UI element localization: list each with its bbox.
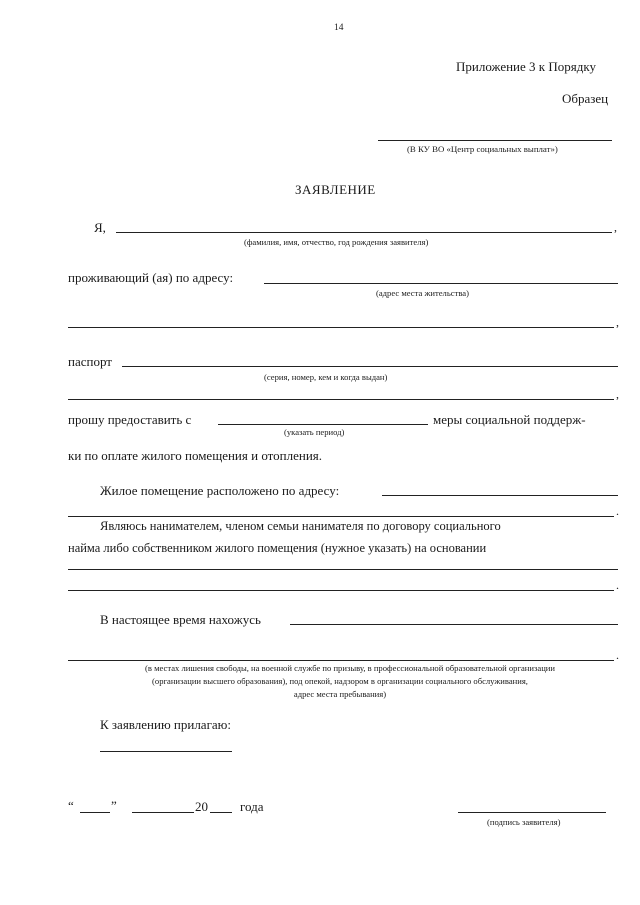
date-quote-close: ” bbox=[111, 798, 117, 813]
tenant-line-4 bbox=[68, 590, 614, 591]
location-period: . bbox=[616, 504, 619, 518]
date-month-line bbox=[132, 812, 194, 813]
applicant-prefix: Я, bbox=[94, 220, 106, 235]
recipient-caption: (В КУ ВО «Центр социальных выплат») bbox=[407, 144, 558, 154]
date-year-prefix: 20 bbox=[195, 799, 208, 814]
period-line bbox=[218, 424, 428, 425]
passport-label: паспорт bbox=[68, 354, 112, 369]
tenant-period: . bbox=[616, 578, 619, 592]
passport-line-2 bbox=[68, 399, 614, 400]
attachments-line bbox=[100, 751, 232, 752]
request-end: меры социальной поддерж- bbox=[433, 412, 586, 427]
request-line-2: ки по оплате жилого помещения и отопления. bbox=[68, 448, 323, 463]
passport-comma: , bbox=[616, 387, 619, 401]
tenant-line-1: Являюсь нанимателем, членом семьи нанимателя по договору социального bbox=[100, 519, 501, 533]
location-line-2 bbox=[68, 516, 614, 517]
sample-label: Образец bbox=[562, 91, 609, 106]
residence-line bbox=[264, 283, 618, 284]
applicant-line bbox=[116, 232, 612, 233]
tenant-line-2: найма либо собственником жилого помещения (нужное указать) на основании bbox=[68, 541, 487, 555]
stay-caption-3: адрес места пребывания) bbox=[293, 689, 387, 699]
passport-caption: (серия, номер, кем и когда выдан) bbox=[264, 372, 388, 382]
recipient-line bbox=[378, 140, 612, 141]
page-number: 14 bbox=[334, 23, 344, 33]
passport-line bbox=[122, 366, 618, 367]
date-year-line bbox=[210, 812, 232, 813]
date-year-word: года bbox=[240, 799, 264, 814]
residence-caption: (адрес места жительства) bbox=[376, 288, 469, 298]
residence-label: проживающий (ая) по адресу: bbox=[68, 270, 234, 285]
stay-period: . bbox=[616, 648, 619, 662]
appendix-label: Приложение 3 к Порядку bbox=[456, 59, 596, 74]
location-label: Жилое помещение расположено по адресу: bbox=[100, 483, 340, 498]
residence-comma: , bbox=[616, 315, 619, 329]
stay-line bbox=[290, 624, 618, 625]
date-quote-open: “ bbox=[68, 798, 74, 813]
stay-caption-2: (организации высшего образования), под опекой, надзором в организации социального обслуживания, bbox=[152, 676, 528, 686]
date-day-line bbox=[80, 812, 110, 813]
location-line bbox=[382, 495, 618, 496]
applicant-caption: (фамилия, имя, отчество, год рождения заявителя) bbox=[244, 237, 429, 247]
document-title: ЗАЯВЛЕНИЕ bbox=[295, 182, 376, 197]
tenant-line-3 bbox=[68, 569, 618, 570]
period-caption: (указать период) bbox=[284, 427, 345, 437]
signature-caption: (подпись заявителя) bbox=[487, 817, 561, 827]
signature-line bbox=[458, 812, 606, 813]
request-start: прошу предоставить с bbox=[68, 412, 192, 427]
attachments-label: К заявлению прилагаю: bbox=[100, 717, 232, 732]
stay-caption-1: (в местах лишения свободы, на военной службе по призыву, в профессиональной образовательной организации bbox=[145, 663, 555, 673]
applicant-comma: , bbox=[614, 220, 617, 234]
stay-label: В настоящее время нахожусь bbox=[100, 612, 261, 627]
stay-line-2 bbox=[68, 660, 614, 661]
residence-line-2 bbox=[68, 327, 614, 328]
